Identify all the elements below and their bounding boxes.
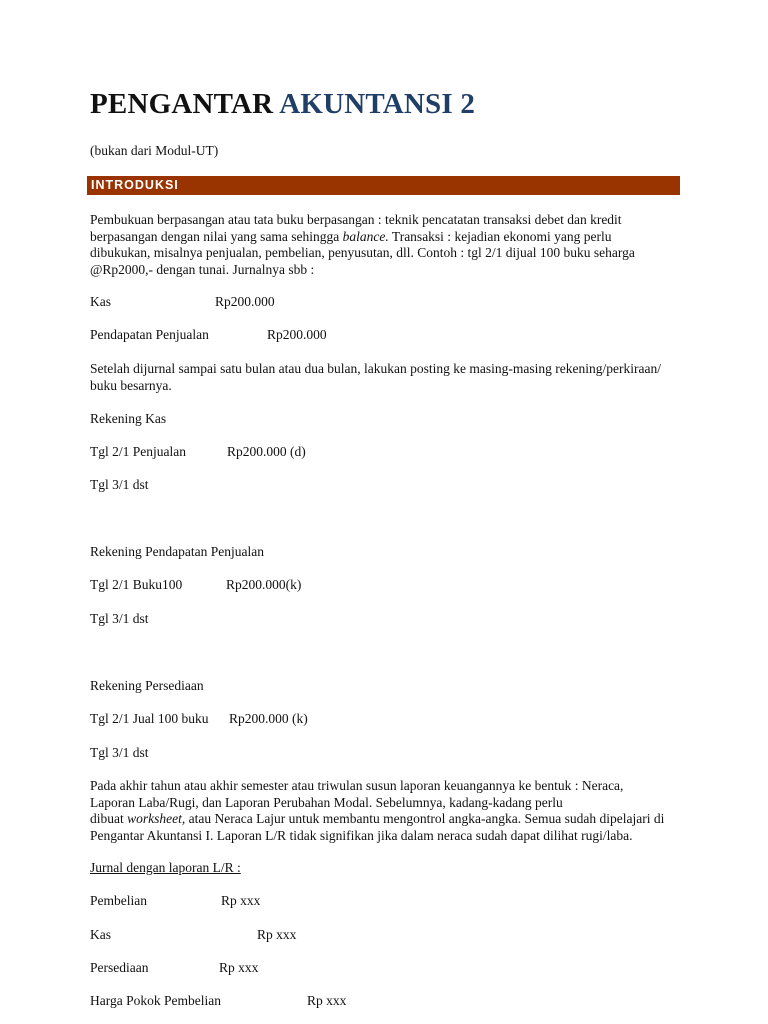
intro-line-4: @Rp2000,- dengan tunai. Jurnalnya sbb :: [90, 261, 315, 277]
ledger-kas-title: Rekening Kas: [90, 411, 167, 426]
subtitle: (bukan dari Modul-UT): [90, 143, 219, 158]
journal-account: Pendapatan Penjualan: [90, 327, 209, 342]
ledger-pendapatan-title: Rekening Pendapatan Penjualan: [90, 544, 264, 559]
intro-line-2-rest: Transaksi : kejadian ekonomi yang perlu: [388, 228, 612, 244]
report-line-2: Laporan Laba/Rugi, dan Laporan Perubahan Modal. Sebelumnya, kadang-kadang perlu: [90, 794, 563, 810]
report-line-3-text: dibuat: [90, 811, 128, 826]
journal-amount: Rp200.000: [267, 327, 327, 342]
section-banner-label: INTRODUKSI: [91, 178, 179, 192]
ledger-row: [90, 444, 306, 461]
ledger-row-amount: Rp200.000 (d): [227, 444, 306, 459]
report-line-1: Pada akhir tahun atau akhir semester atau triwulan susun laporan keuangannya ke bentuk : Neraca,: [90, 778, 624, 793]
ledger-row: Tgl 3/1 dst: [90, 745, 149, 760]
report-line-3-rest: atau Neraca Lajur untuk membantu mengontrol angka-angka. Semua sudah dipelajari di: [185, 811, 665, 826]
journal-account: Persediaan: [90, 960, 149, 975]
journal-amount: Rp200.000: [215, 294, 275, 309]
journal-row: [90, 294, 275, 311]
ledger-row: [90, 711, 308, 728]
ledger-row-amount: Rp200.000 (k): [229, 711, 308, 726]
intro-line-2-text: berpasangan dengan nilai yang sama sehingga: [90, 228, 343, 244]
journal-account: Kas: [90, 927, 111, 942]
section-banner: [87, 176, 680, 195]
journal-lr-heading: Jurnal dengan laporan L/R :: [90, 860, 241, 875]
journal-row: [90, 893, 261, 910]
posting-line-1: Setelah dijurnal sampai satu bulan atau dua bulan, lakukan posting ke masing-masing rekening/perkiraan/: [90, 361, 661, 376]
journal-account: Pembelian: [90, 893, 147, 908]
ledger-row: Tgl 3/1 dst: [90, 477, 149, 492]
journal-amount: Rp xxx: [221, 893, 261, 908]
journal-row: [90, 960, 259, 977]
ledger-row-date: Tgl 2/1 Jual 100 buku: [90, 711, 209, 726]
ledger-row-amount: Rp200.000(k): [226, 577, 302, 592]
intro-line-2-italic: balance.: [342, 228, 389, 244]
intro-line-1: Pembukuan berpasangan atau tata buku berpasangan : teknik pencatatan transaksi debet dan kredit: [90, 212, 622, 227]
ledger-row-date: Tgl 2/1 Penjualan: [90, 444, 186, 459]
journal-row: [90, 993, 347, 1010]
journal-account: Harga Pokok Pembelian: [90, 993, 221, 1008]
intro-line-2: [90, 229, 612, 246]
journal-amount: Rp xxx: [219, 960, 259, 975]
journal-account: Kas: [90, 294, 111, 309]
title-part-1: PENGANTAR: [90, 88, 274, 120]
ledger-row: [90, 577, 302, 594]
title-part-2: AKUNTANSI 2: [279, 88, 476, 120]
journal-row: [90, 927, 297, 944]
ledger-persediaan-title: Rekening Persediaan: [90, 678, 204, 693]
report-line-3: [90, 811, 664, 828]
intro-line-3: dibukukan, misalnya penjualan, pembelian, penyusutan, dll. Contoh : tgl 2/1 dijual 100 buku seharga: [90, 245, 635, 260]
report-line-4: Pengantar Akuntansi I. Laporan L/R tidak signifikan jika dalam neraca sudah dapat dilihat rugi/laba.: [90, 827, 633, 843]
journal-amount: Rp xxx: [257, 927, 297, 942]
journal-amount: Rp xxx: [307, 993, 347, 1008]
ledger-row: Tgl 3/1 dst: [90, 611, 149, 626]
page-title: [90, 88, 475, 121]
journal-row: [90, 327, 327, 344]
posting-line-2: buku besarnya.: [90, 377, 172, 393]
ledger-row-date: Tgl 2/1 Buku100: [90, 577, 183, 592]
report-line-3-italic: worksheet,: [127, 811, 186, 826]
